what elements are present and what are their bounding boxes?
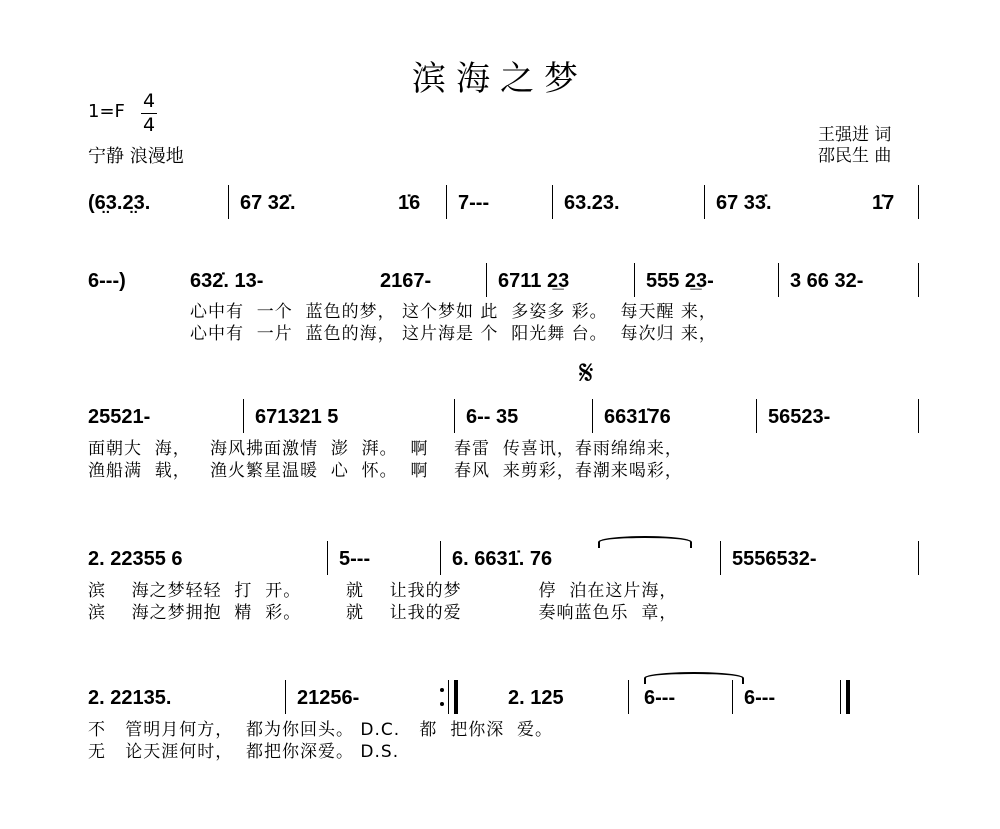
measure: 555 2̲3-	[646, 270, 714, 292]
bar-line	[634, 263, 635, 297]
tie-arc	[644, 672, 744, 684]
composer-credit: 邵民生 曲	[818, 146, 892, 166]
measure: 6. 6631̇. 76	[452, 548, 553, 570]
final-bar-thin	[840, 680, 841, 714]
measure: 5---	[339, 548, 371, 570]
measure: 6---)	[88, 270, 126, 292]
measure: 2. 22355 6	[88, 548, 183, 570]
bar-line	[918, 263, 919, 297]
bar-line	[778, 263, 779, 297]
lyrics-verse-2: 心中有 一片 蓝色的海， 这片海是 个 阳光舞 台。 每次归 来，	[190, 324, 717, 344]
final-bar-thick	[846, 680, 850, 714]
measure: 5556532-	[732, 548, 817, 570]
bar-line	[243, 399, 244, 433]
measure: 67 32̇.	[240, 192, 296, 214]
time-signature-top: 4	[142, 90, 156, 112]
repeat-dot	[440, 688, 444, 692]
bar-line	[446, 185, 447, 219]
bar-line	[704, 185, 705, 219]
measure: 6631̇76	[604, 406, 671, 428]
bar-line	[228, 185, 229, 219]
measure: 671321 5	[255, 406, 339, 428]
bar-line	[918, 185, 919, 219]
measure: 6---	[744, 687, 776, 709]
bar-line	[327, 541, 328, 575]
measure: 1̇7	[872, 192, 895, 214]
bar-line	[918, 541, 919, 575]
lyrics-verse-2: 渔船满 载， 渔火繁星温暖 心 怀。 啊 春风 来剪彩，春潮来喝彩，	[88, 461, 683, 481]
lyrics-verse-2: 滨 海之梦拥抱 精 彩。 就 让我的爱 奏响蓝色乐 章，	[88, 603, 678, 623]
bar-line	[592, 399, 593, 433]
measure: 56523-	[768, 406, 831, 428]
repeat-bar-thin	[448, 680, 449, 714]
measure: (6̤3.2̤3.	[88, 192, 151, 214]
measure: 6711 2̲3	[498, 270, 570, 292]
lyricist-credit: 王强进 词	[818, 125, 892, 145]
measure: 2. 22135.	[88, 687, 172, 709]
lyrics-verse-1: 不 管明月何方， 都为你回头。 D.C. 都 把你深 爱。	[88, 720, 554, 740]
tempo-marking: 宁静 浪漫地	[88, 146, 184, 167]
measure: 67 33̇.	[716, 192, 772, 214]
measure: 3 66 32-	[790, 270, 864, 292]
measure: 7---	[458, 192, 490, 214]
lyrics-verse-2: 无 论天涯何时， 都把你深爱。 D.S.	[88, 742, 400, 762]
tie-arc	[598, 536, 692, 548]
bar-line	[628, 680, 629, 714]
bar-line	[918, 399, 919, 433]
measure: 6---	[644, 687, 676, 709]
lyrics-verse-1: 心中有 一个 蓝色的梦， 这个梦如 此 多姿多 彩。 每天醒 来，	[190, 302, 717, 322]
lyrics-verse-1: 面朝大 海， 海风拂面激情 澎 湃。 啊 春雷 传喜讯，春雨绵绵来，	[88, 439, 683, 459]
measure: 6-- 35	[466, 406, 519, 428]
bar-line	[486, 263, 487, 297]
repeat-dot	[440, 702, 444, 706]
measure: 632̇. 13-	[190, 270, 264, 292]
repeat-bar-thick	[454, 680, 458, 714]
bar-line	[454, 399, 455, 433]
score-title: 滨海之梦	[412, 59, 588, 99]
measure: 63.23.	[564, 192, 620, 214]
measure: 2. 125	[508, 687, 564, 709]
lyrics-verse-1: 滨 海之梦轻轻 打 开。 就 让我的梦 停 泊在这片海，	[88, 581, 678, 601]
bar-line	[285, 680, 286, 714]
segno-icon: 𝄋	[579, 353, 594, 393]
bar-line	[552, 185, 553, 219]
bar-line	[732, 680, 733, 714]
bar-line	[720, 541, 721, 575]
measure: 1̇6	[398, 192, 421, 214]
bar-line	[440, 541, 441, 575]
bar-line	[756, 399, 757, 433]
key-signature: 1=F	[88, 101, 125, 122]
measure: 21256-	[297, 687, 360, 709]
measure: 2167-	[380, 270, 432, 292]
time-signature-bottom: 4	[142, 114, 156, 136]
measure: 25521-	[88, 406, 151, 428]
